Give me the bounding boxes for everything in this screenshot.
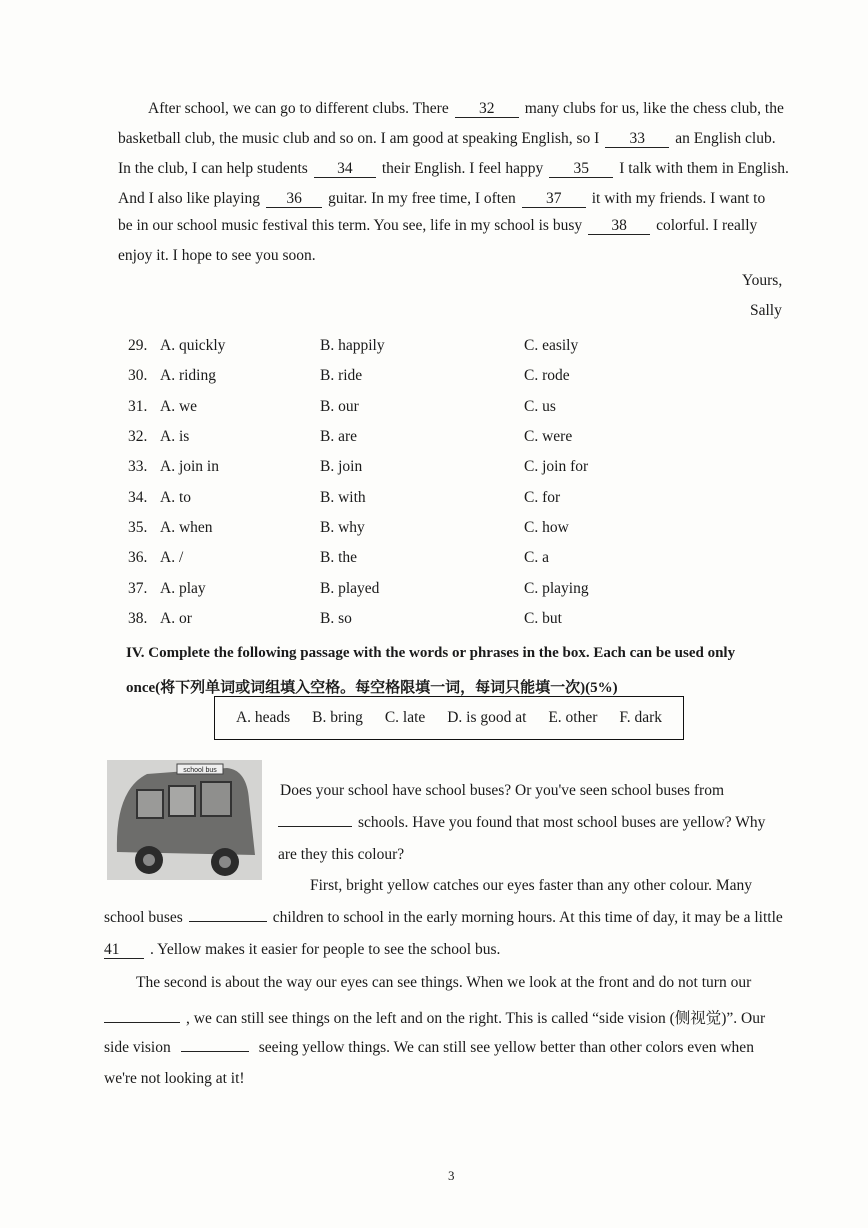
question-number: 33. xyxy=(128,458,148,475)
text: After school, we can go to different clubs. There xyxy=(148,100,449,117)
letter-signature: Sally xyxy=(750,302,782,319)
option-a: A. is xyxy=(160,428,190,445)
option-b: B. the xyxy=(320,549,358,566)
word-option: D. is good at xyxy=(447,709,527,726)
blank-33: 33 xyxy=(605,130,669,148)
text: . Yellow makes it easier for people to see the school bus. xyxy=(150,941,501,958)
word-option: A. heads xyxy=(235,709,291,726)
text: I talk with them in English. xyxy=(619,160,789,177)
passage-line-5 xyxy=(118,217,757,235)
passage2-line-5 xyxy=(104,909,783,927)
option-a: A. we xyxy=(160,398,198,415)
question-number: 37. xyxy=(128,580,148,597)
option-b: B. why xyxy=(320,519,365,536)
question-number: 35. xyxy=(128,519,148,536)
option-c: C. us xyxy=(524,398,556,415)
option-a: A. / xyxy=(160,549,184,566)
option-c: C. rode xyxy=(524,367,570,384)
school-bus-icon xyxy=(107,760,262,880)
word-option: C. late xyxy=(384,709,426,726)
blank-43 xyxy=(181,1051,249,1052)
text: side vision xyxy=(104,1039,171,1056)
letter-closing: Yours, xyxy=(742,272,783,289)
text: seeing yellow things. We can still see yellow better than other colors even when xyxy=(258,1039,754,1056)
text: guitar. In my free time, I often xyxy=(328,190,516,207)
text: be in our school music festival this term. You see, life in my school is busy xyxy=(118,217,583,234)
blank-37: 37 xyxy=(522,190,586,208)
word-option: F. dark xyxy=(619,709,662,726)
option-c: C. how xyxy=(524,519,569,536)
option-c: C. join for xyxy=(524,458,589,475)
text: it with my friends. I want to xyxy=(591,190,766,207)
text: their English. I feel happy xyxy=(381,160,544,177)
question-number: 30. xyxy=(128,367,148,384)
word-option: B. bring xyxy=(312,709,363,726)
blank-42 xyxy=(104,1022,180,1023)
option-b: B. with xyxy=(320,489,366,506)
blank-36: 36 xyxy=(266,190,322,208)
option-b: B. join xyxy=(320,458,363,475)
option-a: A. to xyxy=(160,489,191,506)
passage2-line-1: Does your school have school buses? Or you've seen school buses from xyxy=(280,782,725,799)
text: basketball club, the music club and so on. I am good at speaking English, so I xyxy=(118,130,600,147)
passage2-line-8 xyxy=(104,1006,765,1028)
bus-sign-text: school bus xyxy=(183,767,217,774)
passage2-line-7: The second is about the way our eyes can see things. When we look at the front and do not turn our xyxy=(136,974,752,991)
option-a: A. when xyxy=(160,519,213,536)
text: colorful. I really xyxy=(656,217,758,234)
passage-line-4 xyxy=(118,190,765,208)
passage-line-6: enjoy it. I hope to see you soon. xyxy=(118,247,316,264)
passage2-line-2 xyxy=(278,814,765,832)
option-c: C. a xyxy=(524,549,549,566)
option-c: C. but xyxy=(524,610,562,627)
option-a: A. quickly xyxy=(160,337,226,354)
blank-38: 38 xyxy=(588,217,650,235)
page-number: 3 xyxy=(448,1168,455,1183)
school-bus-image xyxy=(107,760,262,880)
option-b: B. happily xyxy=(320,337,385,354)
section-title: IV. Complete the following passage with the words or phrases in the box. Each can be used only xyxy=(126,645,736,661)
section-instruction: once(将下列单词或词组填入空格。每空格限填一词，每词只能填一次)(5%) xyxy=(126,680,618,696)
passage2-line-3: are they this colour? xyxy=(278,846,405,863)
question-number: 29. xyxy=(128,337,148,354)
word-box xyxy=(214,696,684,740)
option-b: B. are xyxy=(320,428,358,445)
text: In the club, I can help students xyxy=(118,160,308,177)
text: schools. Have you found that most school buses are yellow? Why xyxy=(358,814,766,831)
question-number: 31. xyxy=(128,398,148,415)
blank-39 xyxy=(278,826,352,827)
option-c: C. were xyxy=(524,428,573,445)
question-number: 36. xyxy=(128,549,148,566)
blank-41: 41 xyxy=(104,941,144,959)
text: , we can still see things on the left and on the right. This is called “side vision (侧视觉)”. Our xyxy=(186,1010,766,1027)
option-b: B. so xyxy=(320,610,352,627)
question-number: 34. xyxy=(128,489,148,506)
text: school buses xyxy=(104,909,183,926)
text: many clubs for us, like the chess club, the xyxy=(524,100,784,117)
blank-34: 34 xyxy=(314,160,376,178)
passage2-line-10: we're not looking at it! xyxy=(104,1070,245,1087)
passage2-line-6 xyxy=(104,941,500,959)
passage-line-3 xyxy=(118,160,789,178)
option-a: A. play xyxy=(160,580,206,597)
passage2-line-4: First, bright yellow catches our eyes faster than any other colour. Many xyxy=(310,877,753,894)
option-a: A. join in xyxy=(160,458,219,475)
option-c: C. easily xyxy=(524,337,579,354)
text: And I also like playing xyxy=(118,190,261,207)
option-b: B. played xyxy=(320,580,380,597)
text: children to school in the early morning hours. At this time of day, it may be a little xyxy=(272,909,783,926)
passage-line-1 xyxy=(148,100,784,118)
option-b: B. our xyxy=(320,398,359,415)
question-number: 32. xyxy=(128,428,148,445)
blank-35: 35 xyxy=(549,160,613,178)
blank-40 xyxy=(189,921,267,922)
blank-32: 32 xyxy=(455,100,519,118)
text: an English club. xyxy=(675,130,776,147)
question-number: 38. xyxy=(128,610,148,627)
option-c: C. for xyxy=(524,489,561,506)
option-a: A. riding xyxy=(160,367,216,384)
word-option: E. other xyxy=(548,709,598,726)
option-c: C. playing xyxy=(524,580,589,597)
passage2-line-9 xyxy=(104,1039,754,1057)
option-b: B. ride xyxy=(320,367,363,384)
option-a: A. or xyxy=(160,610,192,627)
passage-line-2 xyxy=(118,130,776,148)
